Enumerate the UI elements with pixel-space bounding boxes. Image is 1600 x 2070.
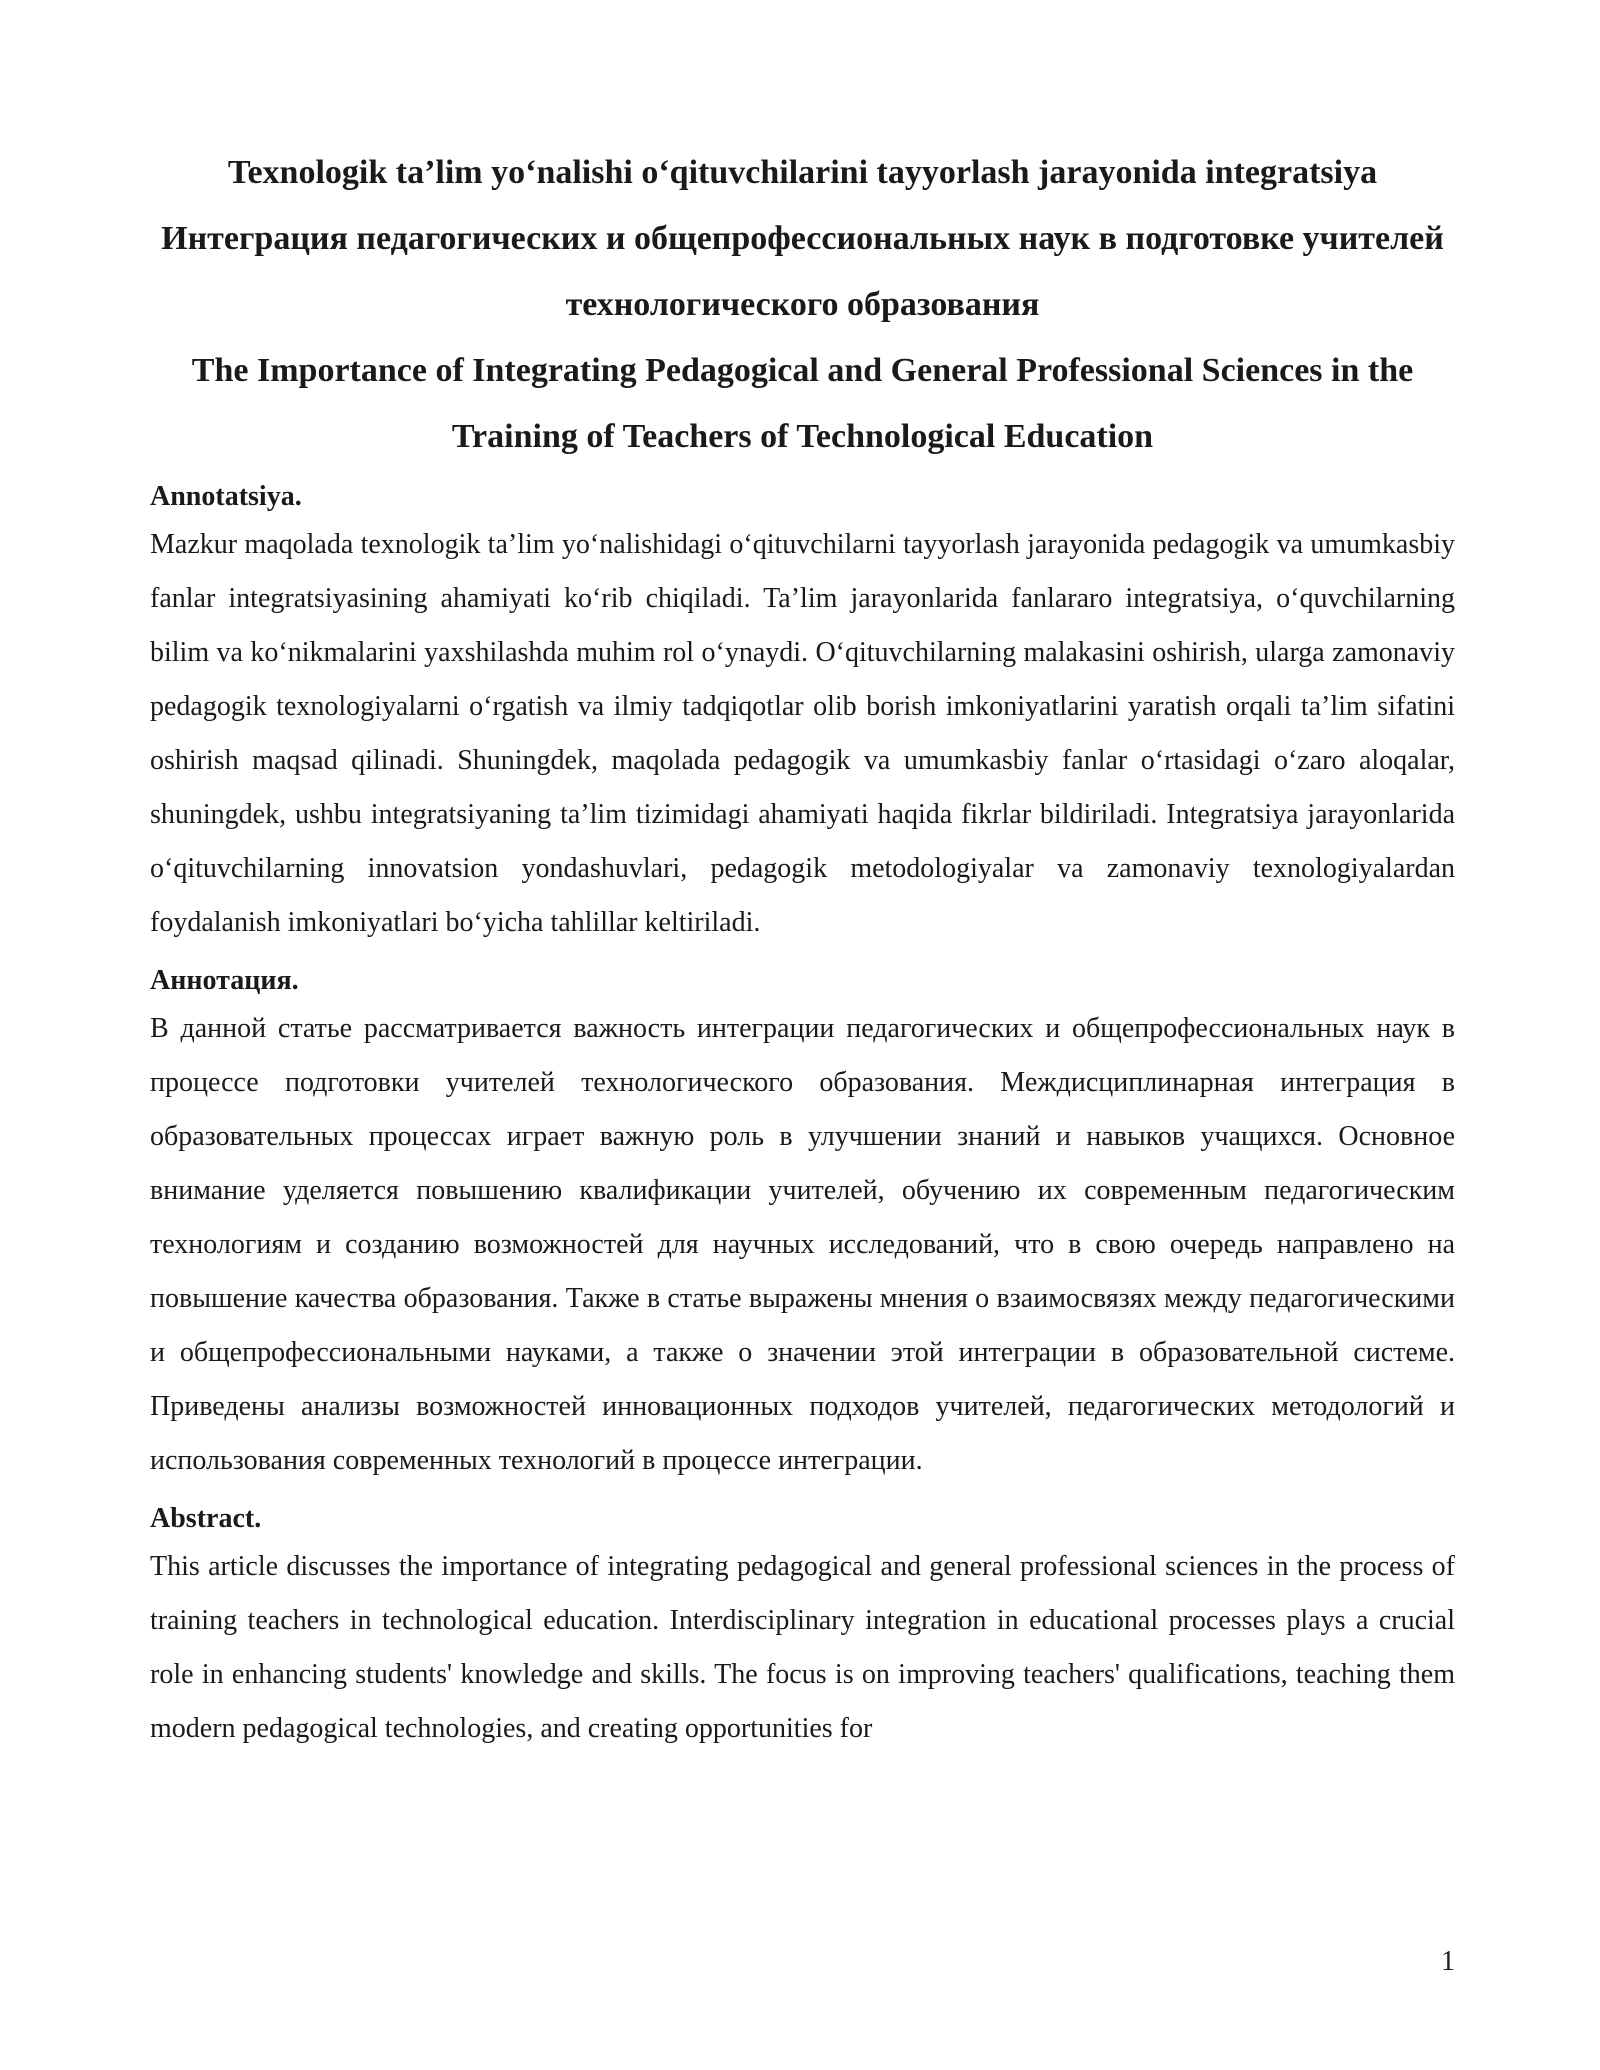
annotation-russian — [150, 960, 1455, 1488]
title-uzbek: Texnologik ta’lim yo‘nalishi o‘qituvchilarini tayyorlash jarayonida integratsiya — [227, 154, 1378, 191]
annotation-uzbek — [150, 476, 1455, 950]
annotation-russian-heading: Аннотация. — [150, 965, 299, 996]
title-russian: Интеграция педагогических и общепрофессиональных наук в подготовке учителей технологического образования — [161, 220, 1444, 323]
annotation-uzbek-body: Mazkur maqolada texnologik ta’lim yo‘nalishidagi o‘qituvchilarni tayyorlash jarayonida pedagogik va umumkasbiy fanlar integratsiyasining ahamiyati ko‘rib chiqiladi. Ta’lim jarayonlarida fanlararo integratsiya, o‘quvchilarning bilim va ko‘nikmalarini yaxshilashda muhim rol o‘ynaydi. O‘qituvchilarning malakasini oshirish, ularga zamonaviy pedagogik texnologiyalarni o‘rgatish va ilmiy tadqiqotlar olib borish imkoniyatlarini yaratish orqali ta’lim sifatini oshirish maqsad qilinadi. Shuningdek, maqolada pedagogik va umumkasbiy fanlar o‘rtasidagi o‘zaro aloqalar, shuningdek, ushbu integratsiyaning ta’lim tizimidagi ahamiyati haqida fikrlar bildiriladi. Integratsiya jarayonlarida o‘qituvchilarning innovatsion yondashuvlari, pedagogik metodologiyalar va zamonaviy texnologiyalardan foydalanish imkoniyatlari bo‘yicha tahlillar keltiriladi. — [150, 529, 1455, 938]
annotation-russian-body: В данной статье рассматривается важность интеграции педагогических и общепрофессиональных наук в процессе подготовки учителей технологического образования. Междисциплинарная интеграция в образовательных процессах играет важную роль в улучшении знаний и навыков учащихся. Основное внимание уделяется повышению квалификации учителей, обучению их современным педагогическим технологиям и созданию возможностей для научных исследований, что в свою очередь направлено на повышение качества образования. Также в статье выражены мнения о взаимосвязях между педагогическими и общепрофессиональными науками, а также о значении этой интеграции в образовательной системе. Приведены анализы возможностей инновационных подходов учителей, педагогических методологий и использования современных технологий в процессе интеграции. — [150, 1013, 1455, 1476]
abstract-english-heading: Abstract. — [150, 1503, 262, 1534]
document-page — [150, 140, 1455, 1766]
page-number: 1 — [1441, 1946, 1455, 1977]
abstract-english — [150, 1498, 1455, 1756]
title-english: The Importance of Integrating Pedagogical and General Professional Sciences in the Training of Teachers of Technological Education — [191, 352, 1414, 455]
annotation-uzbek-heading: Annotatsiya. — [150, 481, 302, 512]
abstract-english-body: This article discusses the importance of integrating pedagogical and general professional sciences in the process of training teachers in technological education. Interdisciplinary integration in educational processes plays a crucial role in enhancing students' knowledge and skills. The focus is on improving teachers' qualifications, teaching them modern pedagogical technologies, and creating opportunities for — [150, 1551, 1455, 1744]
